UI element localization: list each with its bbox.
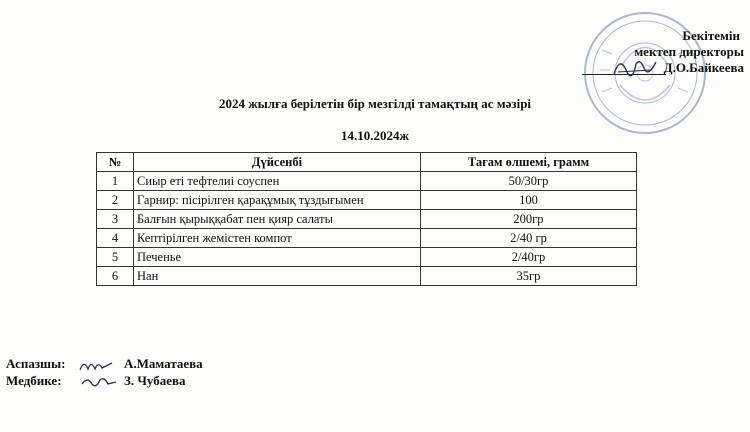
nurse-signature-row [6,373,186,389]
cook-signature [76,357,120,373]
row-dish: Нан [134,267,421,286]
table-row [97,172,637,191]
header-day: Дүйсенбі [134,153,421,172]
row-weight: 2/40гр [421,248,637,267]
row-number: 6 [97,267,134,286]
row-weight: 2/40 гр [421,229,637,248]
table-row [97,229,637,248]
row-number: 4 [97,229,134,248]
row-weight: 50/30гр [421,172,637,191]
table-row [97,267,637,286]
table-row [97,210,637,229]
approval-heading: Бекітемін [682,28,740,43]
row-dish: Гарнир: пісірілген қарақұмық тұздығымен [134,191,421,210]
nurse-role-label: Медбике: [6,373,62,388]
director-signature [610,52,660,80]
cook-signature-row [6,356,203,372]
row-dish: Кептірілген жемістен компот [134,229,421,248]
nurse-signature [76,374,120,390]
document-date: 14.10.2024ж [341,128,409,143]
approval-director-name: Д.О.Байкеева [663,60,744,75]
approval-position: мектеп директоры [634,44,744,59]
table-row [97,191,637,210]
approval-block [554,26,744,86]
row-number: 1 [97,172,134,191]
header-weight: Тағам өлшемі, грамм [421,153,637,172]
row-dish: Сиыр еті тефтелиі соуспен [134,172,421,191]
document-title: 2024 жылға берілетін бір мезгілді тамақтың ас мәзірі [218,96,532,111]
row-weight: 35гр [421,267,637,286]
row-dish: Печенье [134,248,421,267]
cook-name: А.Маматаева [124,356,203,371]
nurse-name: З. Чубаева [124,373,186,388]
row-weight: 100 [421,191,637,210]
menu-table [96,152,637,286]
table-row [97,248,637,267]
row-number: 3 [97,210,134,229]
row-number: 2 [97,191,134,210]
row-dish: Балғын қырыққабат пен қияр салаты [134,210,421,229]
row-number: 5 [97,248,134,267]
header-number: № [97,153,134,172]
row-weight: 200гр [421,210,637,229]
table-header-row [97,153,637,172]
cook-role-label: Аспазшы: [6,356,66,371]
